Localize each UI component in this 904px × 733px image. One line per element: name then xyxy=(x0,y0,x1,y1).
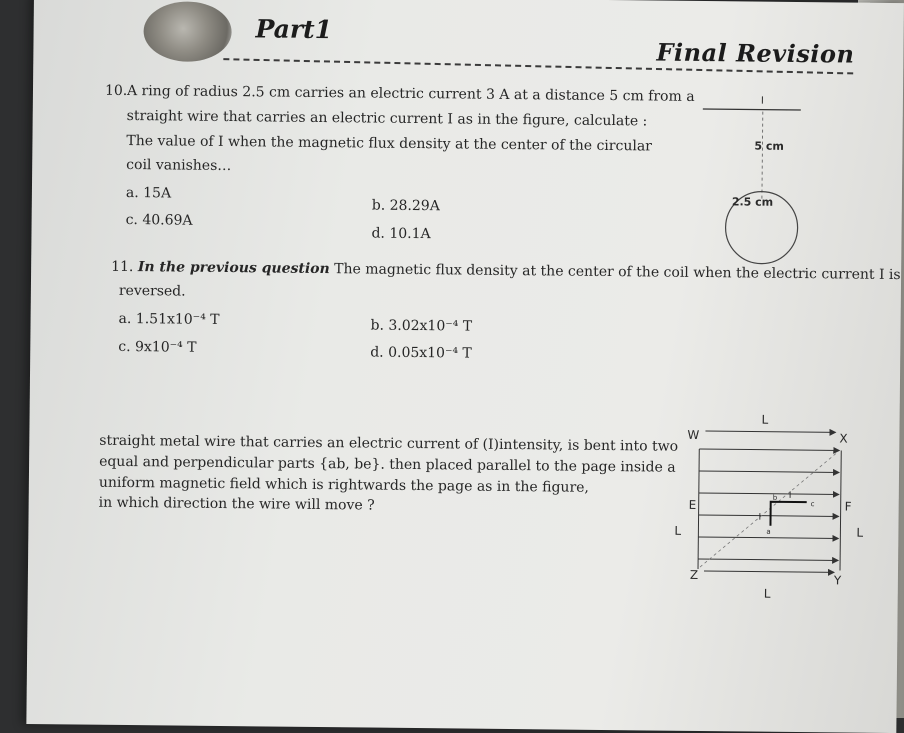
current-label-lower: I xyxy=(758,512,762,523)
q11-line1-rest: The magnetic flux density at the center of the coil when the electric current I is xyxy=(329,261,901,284)
point-a-label: a xyxy=(766,527,771,536)
side-f-label: F xyxy=(844,499,852,514)
q10-line2: straight wire that carries an electric current I as in the figure, calculate : xyxy=(126,107,648,130)
distance-dashed-line xyxy=(762,112,763,200)
field-line-5 xyxy=(698,537,838,538)
point-b-label: b xyxy=(772,493,778,502)
part-title: Part1 xyxy=(255,14,333,45)
q10-option-a: a. 15A xyxy=(125,184,172,202)
bottom-dimension-arrow xyxy=(704,571,834,572)
distance-label: 5 cm xyxy=(754,139,784,153)
q10-option-d: d. 10.1A xyxy=(371,225,431,243)
bottom-length-label: L xyxy=(763,586,771,601)
q12-line1: straight metal wire that carries an electric current of (I)intensity, is bent into two xyxy=(99,432,679,455)
field-line-6 xyxy=(698,559,838,560)
wire-current-label: I xyxy=(760,95,764,107)
q11-option-d: d. 0.05x10⁻⁴ T xyxy=(370,344,472,362)
q11-option-b: b. 3.02x10⁻⁴ T xyxy=(370,317,473,335)
corner-x-label: X xyxy=(839,431,848,446)
final-revision-title: Final Revision xyxy=(656,37,855,69)
q12-figure xyxy=(658,409,880,607)
q12-line2: equal and perpendicular parts {ab, be}. then placed parallel to the page inside a xyxy=(99,453,676,476)
field-line-1 xyxy=(699,449,839,450)
corner-y-label: Y xyxy=(833,573,842,588)
corner-w-label: W xyxy=(687,427,700,442)
field-line-4 xyxy=(699,515,839,516)
q12-line4: in which direction the wire will move ? xyxy=(98,494,375,514)
left-boundary xyxy=(698,449,699,569)
corner-z-label: Z xyxy=(689,567,699,582)
q12-line3: uniform magnetic field which is rightwards the page as in the figure, xyxy=(98,474,590,496)
school-logo-image xyxy=(143,1,232,62)
bent-wire xyxy=(770,502,806,526)
q10-line1: A ring of radius 2.5 cm carries an electric current 3 A at a distance 5 cm from a xyxy=(126,82,695,105)
field-line-2 xyxy=(699,471,839,472)
top-dimension-arrow xyxy=(705,431,835,432)
right-boundary xyxy=(840,450,841,570)
left-length-label: L xyxy=(674,523,682,538)
q10-number: 10. xyxy=(104,82,128,99)
top-length-label: L xyxy=(761,412,769,427)
q11-option-a: a. 1.51x10⁻⁴ T xyxy=(118,310,220,328)
radius-label: 2.5 cm xyxy=(731,195,774,209)
q10-line4: coil vanishes… xyxy=(126,156,232,175)
field-line-3 xyxy=(699,493,839,494)
q10-option-c: c. 40.69A xyxy=(125,211,193,229)
diagonal-dashed-line xyxy=(700,451,837,568)
point-c-label: c xyxy=(810,500,815,509)
q11-option-c: c. 9x10⁻⁴ T xyxy=(118,338,197,356)
current-label-upper: I xyxy=(788,490,792,501)
side-e-label: E xyxy=(688,497,697,512)
q10-line3: The value of I when the magnetic flux density at the center of the circular xyxy=(126,132,652,155)
q11-line2: reversed. xyxy=(118,282,186,300)
q11-number: 11. xyxy=(111,258,134,276)
right-length-label: L xyxy=(856,525,864,540)
q10-figure xyxy=(691,89,813,266)
straight-wire-line xyxy=(703,109,801,110)
q10-option-b: b. 28.29A xyxy=(371,197,440,215)
worksheet-page xyxy=(26,0,904,733)
q11-lead: In the previous question xyxy=(137,259,330,278)
